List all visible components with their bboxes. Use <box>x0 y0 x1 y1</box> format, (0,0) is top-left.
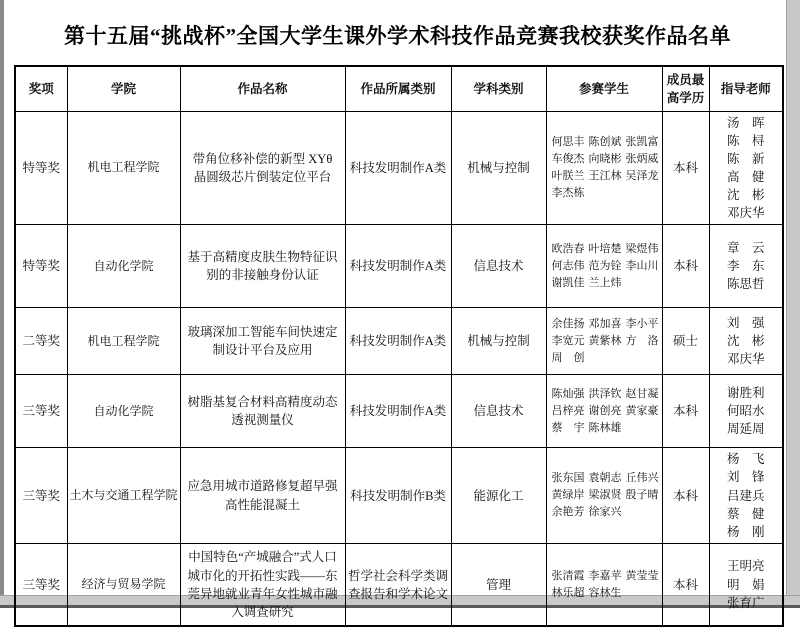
subject-cell: 机械与控制 <box>451 111 546 225</box>
award-cell: 二等奖 <box>15 308 67 375</box>
name-item: 洪泽钦 <box>588 387 622 400</box>
name-item: 袁朝志 <box>588 471 622 484</box>
name-item: 吕建兵 <box>726 488 765 503</box>
work-title-cell: 玻璃深加工智能车间快速定制设计平台及应用 <box>180 308 345 375</box>
name-item: 吴泽龙 <box>625 169 659 182</box>
name-item: 叶培楚 <box>588 242 622 255</box>
award-cell: 三等奖 <box>15 448 67 544</box>
header-award: 奖项 <box>15 66 67 111</box>
college-cell: 自动化学院 <box>67 375 180 448</box>
table-row <box>15 225 783 308</box>
name-item: 梁淑贤 <box>588 489 622 502</box>
name-item: 张炳威 <box>625 152 659 165</box>
name-item: 杨 飞 <box>726 452 765 467</box>
name-item: 陈林雄 <box>588 421 622 434</box>
teachers-list <box>712 239 781 293</box>
name-item: 车俊杰 <box>551 152 585 165</box>
category-cell: 科技发明制作A类 <box>345 308 451 375</box>
name-item: 蔡 健 <box>726 506 765 521</box>
degree-cell: 本科 <box>662 448 709 544</box>
name-item: 沈 彬 <box>726 188 765 202</box>
name-item: 周延周 <box>726 422 765 437</box>
name-item: 张东国 <box>551 471 585 484</box>
name-item: 向晓彬 <box>588 152 622 165</box>
name-item: 兰上炜 <box>588 276 622 289</box>
name-item: 李宽元 <box>551 334 585 347</box>
students-list <box>552 316 657 367</box>
teachers-list <box>712 114 781 223</box>
name-item: 谢创亮 <box>588 404 622 417</box>
work-title-cell: 基于高精度皮肤生物特征识别的非接触身份认证 <box>180 225 345 308</box>
category-cell: 科技发明制作A类 <box>345 111 451 225</box>
college-cell: 自动化学院 <box>67 225 180 308</box>
name-item: 李山川 <box>625 259 659 272</box>
name-item: 陈 桪 <box>726 133 765 148</box>
name-item: 沈 彬 <box>726 334 765 349</box>
teachers-cell <box>709 308 783 375</box>
students-cell <box>546 225 662 308</box>
name-item: 黄绿岸 <box>551 489 585 502</box>
students-cell <box>546 543 662 626</box>
table-row <box>15 308 783 375</box>
subject-cell: 信息技术 <box>451 375 546 448</box>
name-item: 黄紫林 <box>588 334 622 347</box>
college-cell: 经济与贸易学院 <box>67 543 180 626</box>
name-item: 李小平 <box>625 317 659 330</box>
category-cell: 科技发明制作A类 <box>345 225 451 308</box>
name-item: 何志伟 <box>551 259 585 272</box>
name-item: 何思丰 <box>551 135 585 148</box>
teachers-cell <box>709 375 783 448</box>
page-edge-right <box>786 0 800 608</box>
name-item: 李杰栋 <box>551 186 585 199</box>
table-row <box>15 543 783 626</box>
name-item: 丘伟兴 <box>625 471 659 484</box>
name-item: 黄家豪 <box>625 404 659 417</box>
students-list <box>552 134 657 202</box>
name-item: 邓庆华 <box>726 206 765 221</box>
name-item: 刘 强 <box>726 316 765 331</box>
page-title: 第十五届“挑战杯”全国大学生课外学术科技作品竞赛我校获奖作品名单 <box>64 24 731 48</box>
name-item: 章 云 <box>726 241 765 256</box>
students-cell <box>546 375 662 448</box>
teachers-cell <box>709 111 783 225</box>
name-item: 邓加喜 <box>588 317 622 330</box>
teachers-list <box>712 384 781 438</box>
award-table <box>14 65 784 627</box>
name-item: 陈思哲 <box>726 277 765 292</box>
category-cell: 科技发明制作B类 <box>345 448 451 544</box>
table-row <box>15 375 783 448</box>
teachers-list <box>712 314 781 368</box>
category-cell: 哲学社会科学类调查报告和学术论文 <box>345 543 451 626</box>
subject-cell: 能源化工 <box>451 448 546 544</box>
name-item: 赵甘凝 <box>625 387 659 400</box>
teachers-list <box>712 557 781 611</box>
college-cell: 机电工程学院 <box>67 111 180 225</box>
degree-cell: 本科 <box>662 375 709 448</box>
name-item: 王明亮 <box>726 559 765 574</box>
name-item: 明 娟 <box>726 577 765 592</box>
name-item: 蔡 宇 <box>551 421 585 434</box>
document-page <box>4 0 786 619</box>
work-title-cell: 树脂基复合材料高精度动态透视测量仪 <box>180 375 345 448</box>
college-cell: 土木与交通工程学院 <box>67 448 180 544</box>
name-item: 陈创斌 <box>588 135 622 148</box>
name-item: 张凯富 <box>625 135 659 148</box>
subject-cell: 信息技术 <box>451 225 546 308</box>
name-item: 梁煜伟 <box>625 242 659 255</box>
header-work: 作品名称 <box>180 66 345 111</box>
students-list <box>552 386 657 437</box>
students-cell <box>546 308 662 375</box>
name-item: 张育广 <box>726 595 765 610</box>
name-item: 林乐超 <box>551 586 585 599</box>
students-cell <box>546 448 662 544</box>
award-cell: 特等奖 <box>15 225 67 308</box>
name-item: 余佳扬 <box>551 317 585 330</box>
teachers-cell <box>709 448 783 544</box>
name-item: 容林生 <box>588 586 622 599</box>
name-item: 刘 锋 <box>726 470 765 485</box>
header-college: 学院 <box>67 66 180 111</box>
teachers-cell <box>709 543 783 626</box>
subject-cell: 管理 <box>451 543 546 626</box>
name-item: 汤 晖 <box>726 115 765 130</box>
degree-cell: 本科 <box>662 225 709 308</box>
name-item: 杨 刚 <box>726 524 765 539</box>
students-list <box>552 470 657 521</box>
name-item: 余艳芳 <box>551 506 585 519</box>
award-cell: 三等奖 <box>15 375 67 448</box>
name-item: 谢胜利 <box>726 386 765 401</box>
table-row <box>15 448 783 544</box>
header-degree: 成员最高学历 <box>662 66 709 111</box>
header-subject: 学科类别 <box>451 66 546 111</box>
degree-cell: 本科 <box>662 111 709 225</box>
teachers-list <box>712 450 781 541</box>
table-row <box>15 111 783 225</box>
name-item: 范为铨 <box>588 259 622 272</box>
name-item: 方 洛 <box>625 334 659 347</box>
name-item: 叶朕兰 <box>551 169 585 182</box>
name-item: 李 东 <box>726 259 765 274</box>
name-item: 陈灿强 <box>551 387 585 400</box>
name-item: 欧浩春 <box>551 242 585 255</box>
name-item: 陈 新 <box>726 151 765 166</box>
work-title-cell: 应急用城市道路修复超早强高性能混凝土 <box>180 448 345 544</box>
header-students: 参赛学生 <box>546 66 662 111</box>
college-cell: 机电工程学院 <box>67 308 180 375</box>
name-item: 何昭水 <box>726 404 765 419</box>
category-cell: 科技发明制作A类 <box>345 375 451 448</box>
degree-cell: 硕士 <box>662 308 709 375</box>
name-item: 邓庆华 <box>726 352 765 367</box>
name-item: 李嘉苹 <box>588 569 622 582</box>
students-list <box>552 241 657 292</box>
award-cell: 特等奖 <box>15 111 67 225</box>
students-cell <box>546 111 662 225</box>
name-item: 徐家兴 <box>588 506 622 519</box>
name-item: 王江林 <box>588 169 622 182</box>
header-row <box>15 66 783 111</box>
students-list <box>552 568 657 602</box>
name-item: 高 健 <box>726 169 765 184</box>
header-category: 作品所属类别 <box>345 66 451 111</box>
name-item: 殷子晴 <box>625 489 659 502</box>
name-item: 周 创 <box>551 351 585 364</box>
award-cell: 三等奖 <box>15 543 67 626</box>
work-title-cell: 带角位移补偿的新型 XYθ 晶圆级芯片倒装定位平台 <box>180 111 345 225</box>
work-title-cell: 中国特色“产城融合”式人口城市化的开拓性实践——东莞异地就业青年女性城市融入调查研究 <box>180 543 345 626</box>
degree-cell: 本科 <box>662 543 709 626</box>
name-item: 张清霞 <box>551 569 585 582</box>
header-teachers: 指导老师 <box>709 66 783 111</box>
subject-cell: 机械与控制 <box>451 308 546 375</box>
name-item: 谢凯佳 <box>551 276 585 289</box>
teachers-cell <box>709 225 783 308</box>
name-item: 吕梓亮 <box>551 404 585 417</box>
name-item: 黄莹莹 <box>625 569 659 582</box>
